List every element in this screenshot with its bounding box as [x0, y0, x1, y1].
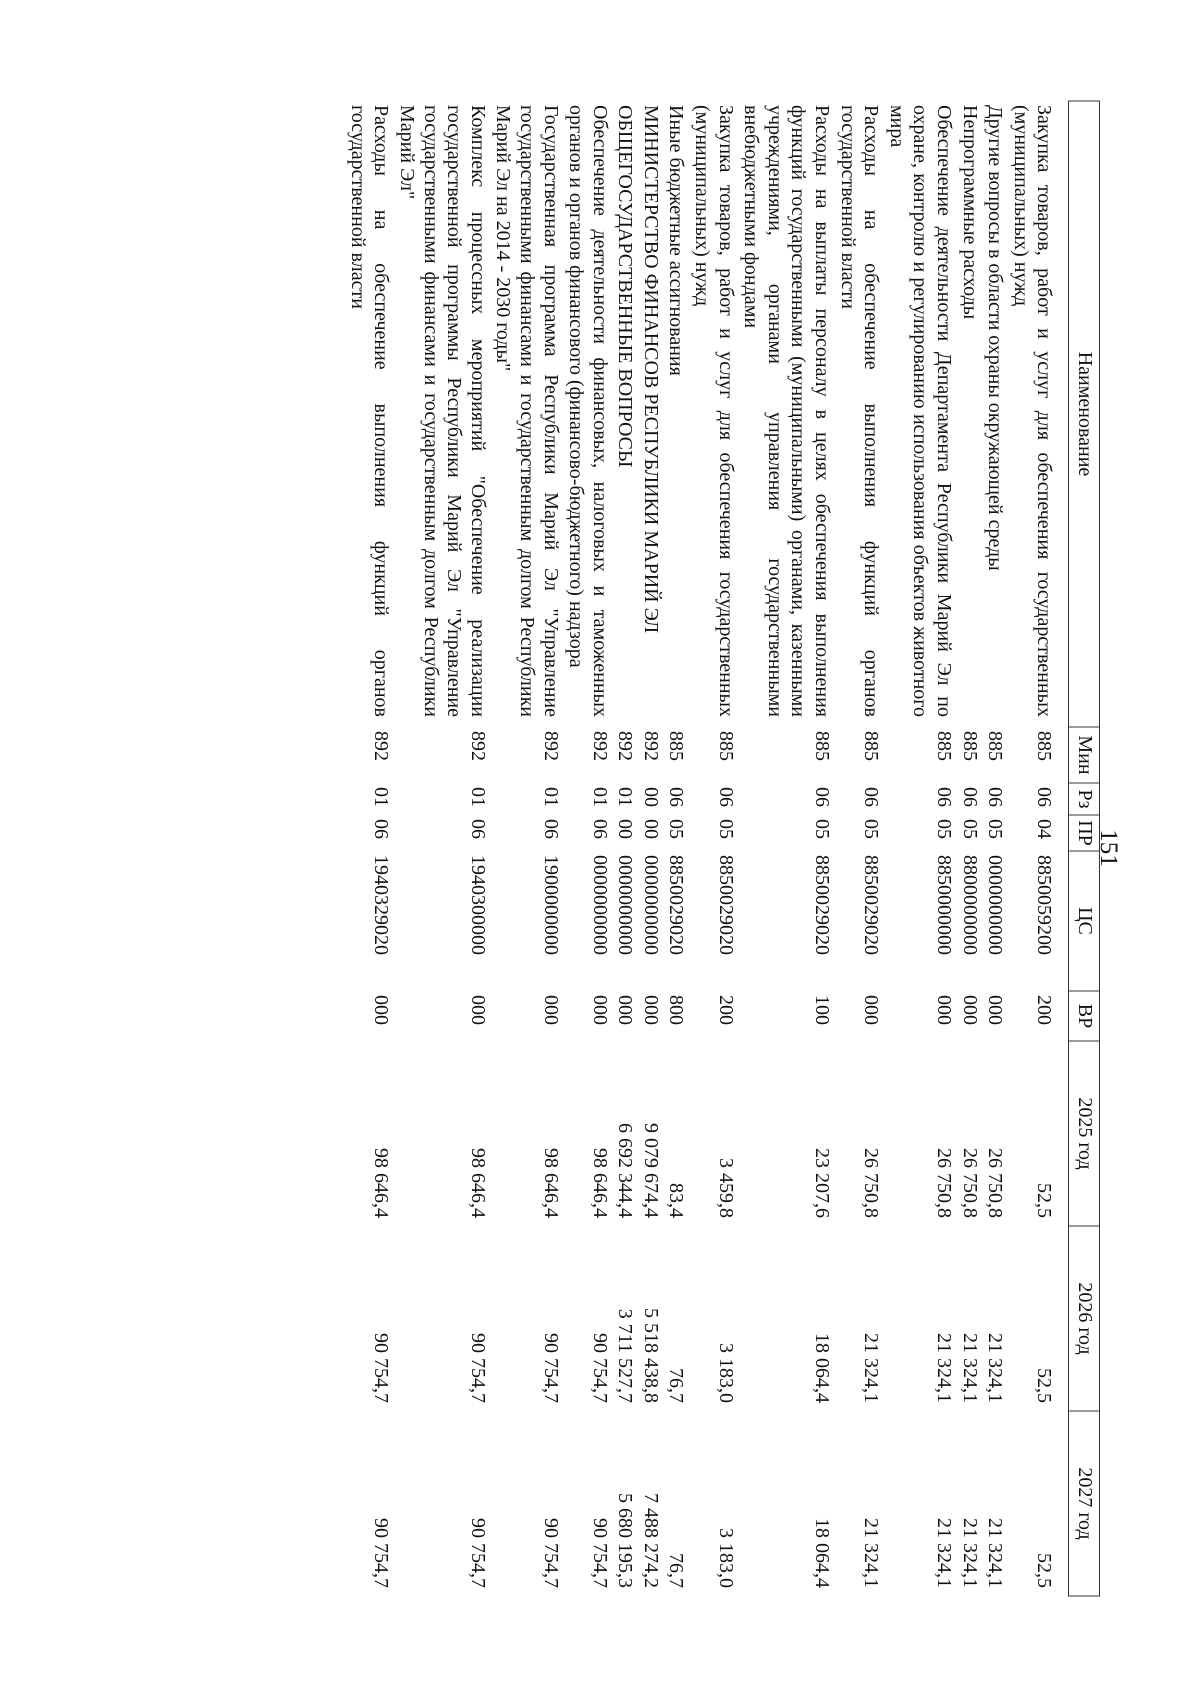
row-name: Обеспечение деятельности финансовых, налоговых и таможенных органов и органов финансового (финансово-бюджетного) надзора [565, 105, 611, 717]
table-body [344, 101, 1069, 1596]
row-vr: 000 [860, 995, 883, 1025]
row-rz: 06 [811, 787, 834, 807]
row-name: Расходы на выплаты персоналу в целях обеспечения выполнения функций государственными (муниципальными) органами, казенными учреждениями, органами управления государственными внебюджетными фондами [740, 105, 834, 717]
row-2027: 21 324,1 [984, 1518, 1007, 1588]
row-min: 892 [588, 731, 611, 761]
row-name: Государственная программа Республики Марий Эл "Управление государственными финансами и государственным долгом Республики Марий Эл на 2014 - 2030 годы" [492, 105, 562, 717]
row-name: Непрограммные расходы [958, 105, 981, 320]
row-vr: 000 [933, 995, 956, 1025]
table-row [663, 101, 689, 1596]
table-row [393, 101, 489, 1596]
row-2026: 76,7 [665, 1368, 688, 1403]
row-2026: 3 711 527,7 [614, 1308, 637, 1403]
row-2025: 26 750,8 [984, 1148, 1007, 1218]
row-min: 892 [539, 731, 562, 761]
row-vr: 000 [588, 995, 611, 1025]
header-2027: 2027 год [1069, 1411, 1100, 1596]
row-rz: 06 [714, 787, 737, 807]
row-vr: 000 [614, 995, 637, 1025]
row-2025: 98 646,4 [588, 1148, 611, 1218]
row-2027: 90 754,7 [588, 1518, 611, 1588]
row-name: Расходы на обеспечение выполнения функций органов государственной власти [836, 105, 883, 717]
row-name: Расходы на обеспечение выполнения функций органов государственной власти [346, 105, 393, 717]
row-cs: 0000000000 [588, 855, 611, 955]
row-pr: 06 [466, 819, 489, 839]
row-2026: 90 754,7 [466, 1333, 489, 1403]
row-rz: 06 [958, 787, 981, 807]
row-vr: 000 [984, 995, 1007, 1025]
row-2025: 52,5 [1033, 1183, 1056, 1218]
header-2025: 2025 год [1069, 1041, 1100, 1226]
row-vr: 000 [639, 995, 662, 1025]
row-rz: 01 [370, 787, 393, 807]
row-rz: 01 [614, 787, 637, 807]
row-name: Обеспечение деятельности Департамента Республики Марий Эл по охране, контролю и регулированию использования объектов животного мира [885, 105, 956, 717]
row-cs: 1900000000 [539, 855, 562, 955]
row-2025: 23 207,6 [811, 1148, 834, 1218]
row-rz: 00 [639, 787, 662, 807]
row-vr: 100 [811, 995, 834, 1025]
row-2025: 9 079 674,4 [639, 1123, 662, 1218]
header-pr: ПР [1069, 815, 1100, 851]
row-2027: 21 324,1 [958, 1518, 981, 1588]
row-2025: 98 646,4 [539, 1148, 562, 1218]
row-2027: 7 488 274,2 [639, 1493, 662, 1588]
table-row [612, 101, 638, 1596]
table-row [490, 101, 563, 1596]
row-cs: 0000000000 [614, 855, 637, 955]
row-2026: 18 064,4 [811, 1333, 834, 1403]
row-2026: 90 754,7 [370, 1333, 393, 1403]
row-min: 885 [958, 731, 981, 761]
row-name: ОБЩЕГОСУДАРСТВЕННЫЕ ВОПРОСЫ [614, 105, 637, 468]
row-2027: 90 754,7 [466, 1518, 489, 1588]
header-rz: Рз [1069, 783, 1100, 815]
row-pr: 06 [539, 819, 562, 839]
row-cs: 1940329020 [370, 855, 393, 955]
row-rz: 06 [984, 787, 1007, 807]
row-min: 892 [466, 731, 489, 761]
row-rz: 06 [665, 787, 688, 807]
row-2025: 26 750,8 [933, 1148, 956, 1218]
row-rz: 01 [588, 787, 611, 807]
row-2027: 90 754,7 [370, 1518, 393, 1588]
row-2027: 5 680 195,3 [614, 1493, 637, 1588]
row-vr: 000 [958, 995, 981, 1025]
table-row [689, 101, 738, 1596]
table-row [883, 101, 956, 1596]
row-cs: 8850029020 [665, 855, 688, 955]
row-name: Комплекс процессных мероприятий "Обеспечение реализации государственной программы Республики Марий Эл "Управление государственными финансами и государственным долгом Республики Марий Эл" [395, 105, 489, 717]
row-rz: 06 [933, 787, 956, 807]
row-2025: 83,4 [665, 1183, 688, 1218]
row-2025: 26 750,8 [860, 1148, 883, 1218]
row-pr: 05 [958, 819, 981, 839]
row-pr: 04 [1033, 819, 1056, 839]
row-2026: 5 518 438,8 [639, 1308, 662, 1403]
row-cs: 0000000000 [639, 855, 662, 955]
row-pr: 05 [811, 819, 834, 839]
row-2026: 90 754,7 [539, 1333, 562, 1403]
row-pr: 00 [639, 819, 662, 839]
row-2026: 21 324,1 [933, 1333, 956, 1403]
row-2025: 98 646,4 [466, 1148, 489, 1218]
row-min: 885 [860, 731, 883, 761]
row-pr: 05 [984, 819, 1007, 839]
row-pr: 06 [588, 819, 611, 839]
row-rz: 06 [860, 787, 883, 807]
row-pr: 05 [933, 819, 956, 839]
row-2026: 21 324,1 [860, 1333, 883, 1403]
row-vr: 000 [370, 995, 393, 1025]
table-header [1069, 101, 1100, 1596]
row-vr: 000 [466, 995, 489, 1025]
table-row [344, 101, 393, 1596]
row-pr: 00 [614, 819, 637, 839]
header-min: Мин [1069, 727, 1100, 783]
row-rz: 01 [539, 787, 562, 807]
row-name: Закупка товаров, работ и услуг для обеспечения государственных (муниципальных) нужд [1009, 105, 1056, 717]
row-2026: 21 324,1 [984, 1333, 1007, 1403]
row-min: 885 [714, 731, 737, 761]
header-2026: 2026 год [1069, 1226, 1100, 1411]
row-min: 892 [370, 731, 393, 761]
row-min: 885 [811, 731, 834, 761]
row-rz: 06 [1033, 787, 1056, 807]
budget-table-container [100, 101, 1100, 1596]
row-vr: 200 [1033, 995, 1056, 1025]
row-rz: 01 [466, 787, 489, 807]
row-cs: 8850000000 [933, 855, 956, 955]
row-name: Другие вопросы в области охраны окружающей среды [984, 105, 1007, 571]
row-min: 885 [933, 731, 956, 761]
row-cs: 8850029020 [860, 855, 883, 955]
row-2025: 26 750,8 [958, 1148, 981, 1218]
row-vr: 200 [714, 995, 737, 1025]
row-2027: 21 324,1 [860, 1518, 883, 1588]
row-2026: 21 324,1 [958, 1333, 981, 1403]
row-name: Закупка товаров, работ и услуг для обеспечения государственных (муниципальных) нужд [691, 105, 737, 717]
row-cs: 1940300000 [466, 855, 489, 955]
table-row [738, 101, 834, 1596]
row-2027: 52,5 [1033, 1553, 1056, 1588]
table-row [834, 101, 883, 1596]
row-cs: 8850059200 [1033, 855, 1056, 955]
row-cs: 8850029020 [811, 855, 834, 955]
table-row [1007, 101, 1056, 1596]
row-2025: 98 646,4 [370, 1148, 393, 1218]
row-2026: 52,5 [1033, 1368, 1056, 1403]
row-2026: 3 183,0 [714, 1343, 737, 1403]
row-min: 885 [665, 731, 688, 761]
row-min: 885 [984, 731, 1007, 761]
row-cs: 8850029020 [714, 855, 737, 955]
table-row [956, 101, 982, 1596]
row-cs: 8800000000 [958, 855, 981, 955]
row-2027: 76,7 [665, 1553, 688, 1588]
row-2027: 18 064,4 [811, 1518, 834, 1588]
page-number: 151 [1095, 829, 1122, 867]
table-row [637, 101, 663, 1596]
row-vr: 800 [665, 995, 688, 1025]
row-2027: 90 754,7 [539, 1518, 562, 1588]
row-2026: 90 754,7 [588, 1333, 611, 1403]
row-name: Иные бюджетные ассигнования [665, 105, 688, 376]
table-row [982, 101, 1008, 1596]
row-pr: 05 [860, 819, 883, 839]
header-cs: ЦС [1069, 851, 1100, 991]
table-row [563, 101, 612, 1596]
row-min: 885 [1033, 731, 1056, 761]
row-pr: 05 [665, 819, 688, 839]
row-pr: 05 [714, 819, 737, 839]
row-vr: 000 [539, 995, 562, 1025]
row-cs: 0000000000 [984, 855, 1007, 955]
budget-table [344, 101, 1100, 1597]
row-min: 892 [639, 731, 662, 761]
header-vr: ВР [1069, 991, 1100, 1041]
row-2025: 3 459,8 [714, 1158, 737, 1218]
row-name: МИНИСТЕРСТВО ФИНАНСОВ РЕСПУБЛИКИ МАРИЙ ЭЛ [639, 105, 662, 634]
row-2027: 21 324,1 [933, 1518, 956, 1588]
row-pr: 06 [370, 819, 393, 839]
row-2025: 6 692 344,4 [614, 1123, 637, 1218]
header-name: Наименование [1069, 101, 1100, 727]
row-2027: 3 183,0 [714, 1528, 737, 1588]
row-min: 892 [614, 731, 637, 761]
